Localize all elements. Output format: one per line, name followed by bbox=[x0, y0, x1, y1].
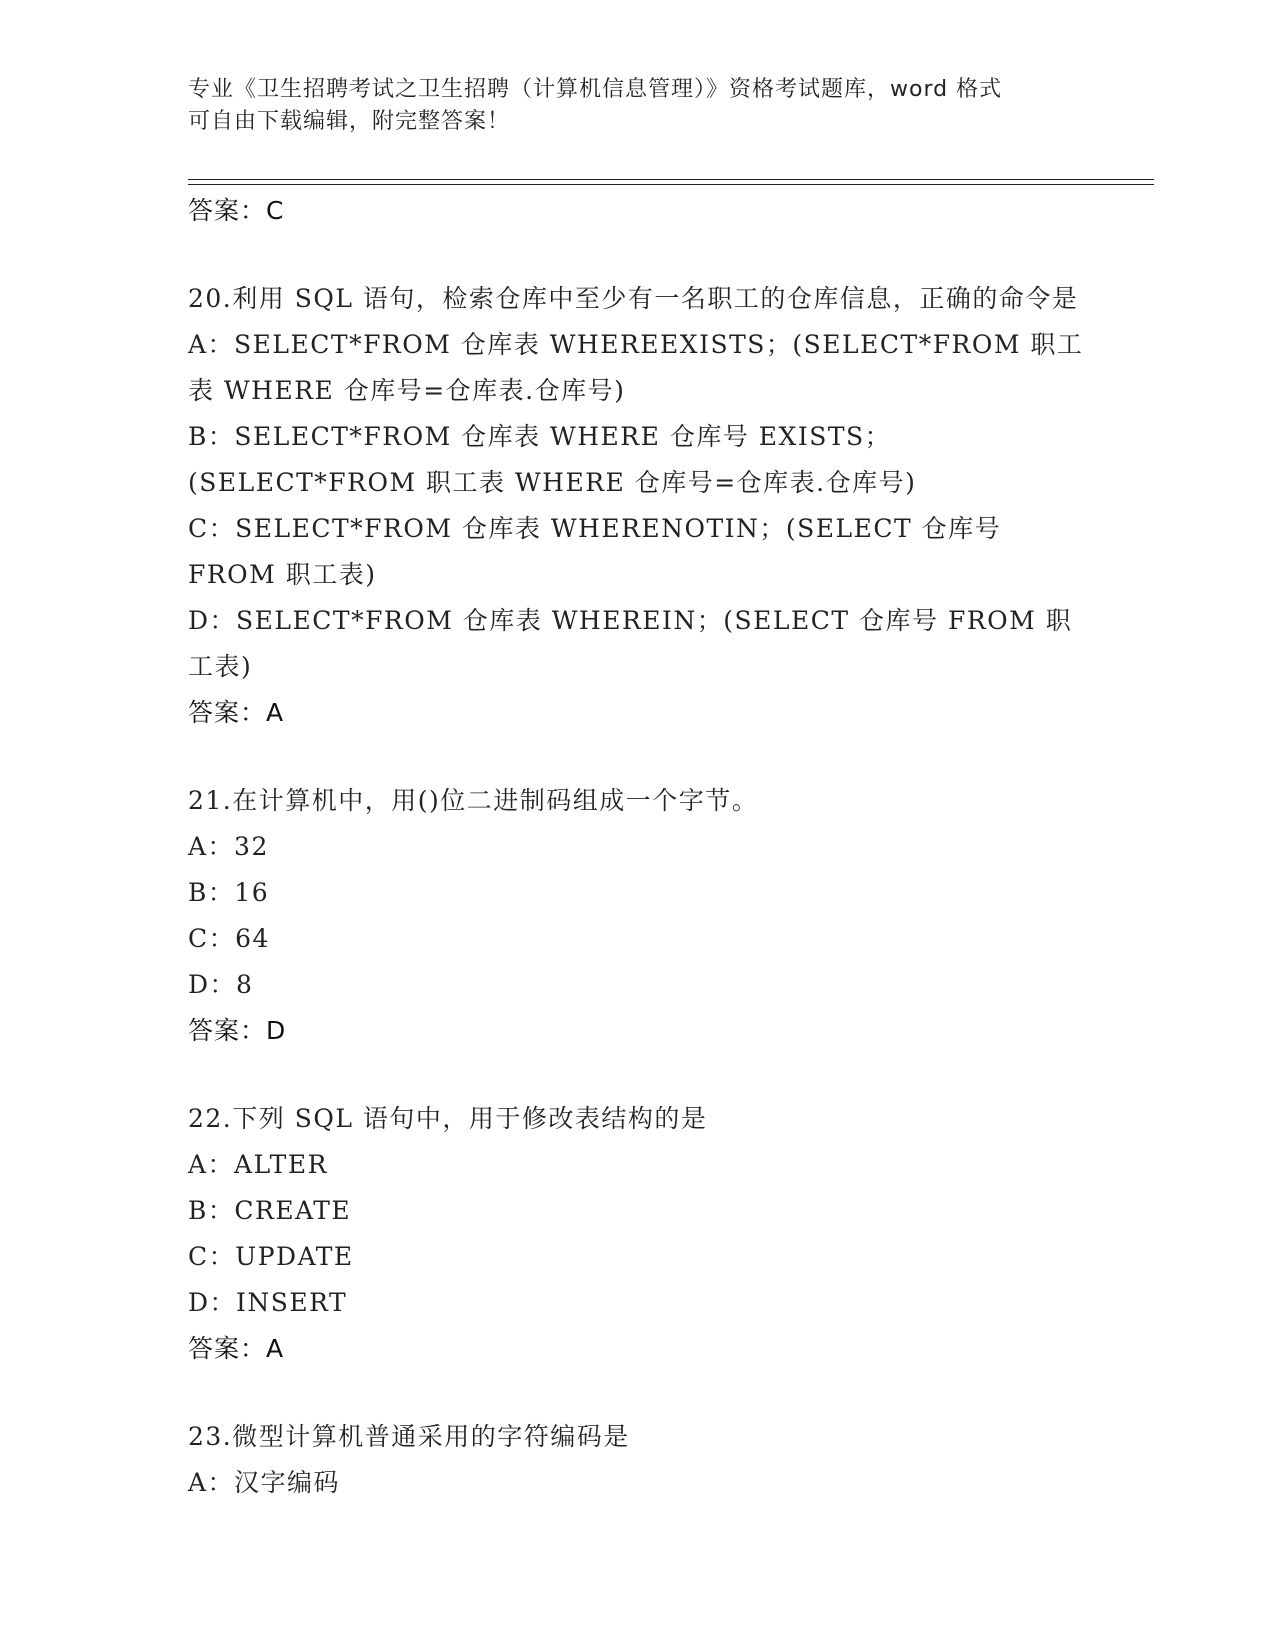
spacer bbox=[188, 736, 1088, 778]
question-20 bbox=[188, 276, 1088, 736]
question-list bbox=[188, 188, 1088, 1506]
question-21 bbox=[188, 778, 1088, 1054]
option-d: D：INSERT bbox=[188, 1288, 348, 1317]
option-a: A：汉字编码 bbox=[188, 1468, 341, 1497]
header-line-2: 可自由下载编辑，附完整答案！ bbox=[188, 109, 511, 134]
question-22 bbox=[188, 1096, 1088, 1372]
option-d: D：SELECT*FROM 仓库表 WHEREIN；(SELECT 仓库号 FROM 职工表) bbox=[188, 606, 1073, 681]
option-b: B：SELECT*FROM 仓库表 WHERE 仓库号 EXISTS；(SELECT*FROM 职工表 WHERE 仓库号=仓库表.仓库号) bbox=[188, 422, 917, 497]
spacer bbox=[188, 234, 1088, 276]
previous-answer: 答案：C bbox=[188, 196, 285, 225]
answer: 答案：A bbox=[188, 698, 285, 727]
question-stem: 20.利用 SQL 语句，检索仓库中至少有一名职工的仓库信息，正确的命令是 bbox=[188, 284, 1079, 313]
answer: 答案：A bbox=[188, 1334, 285, 1363]
option-a: A：ALTER bbox=[188, 1150, 328, 1179]
header-divider-top bbox=[188, 179, 1154, 180]
spacer bbox=[188, 1372, 1088, 1414]
question-23 bbox=[188, 1414, 1088, 1506]
question-stem: 21.在计算机中，用()位二进制码组成一个字节。 bbox=[188, 786, 759, 815]
option-d: D：8 bbox=[188, 970, 254, 999]
question-stem: 22.下列 SQL 语句中，用于修改表结构的是 bbox=[188, 1104, 708, 1133]
option-c: C：64 bbox=[188, 924, 270, 953]
option-b: B：16 bbox=[188, 878, 270, 907]
document-header bbox=[188, 74, 1068, 138]
option-a: A：SELECT*FROM 仓库表 WHEREEXISTS；(SELECT*FROM 职工表 WHERE 仓库号=仓库表.仓库号) bbox=[188, 330, 1084, 405]
option-a: A：32 bbox=[188, 832, 269, 861]
header-divider-bottom bbox=[188, 184, 1154, 185]
option-b: B：CREATE bbox=[188, 1196, 352, 1225]
answer: 答案：D bbox=[188, 1016, 287, 1045]
header-line-1: 专业《卫生招聘考试之卫生招聘（计算机信息管理）》资格考试题库，word 格式 bbox=[188, 77, 1003, 102]
option-c: C：UPDATE bbox=[188, 1242, 354, 1271]
option-c: C：SELECT*FROM 仓库表 WHERENOTIN；(SELECT 仓库号 FROM 职工表) bbox=[188, 514, 1002, 589]
question-stem: 23.微型计算机普通采用的字符编码是 bbox=[188, 1422, 630, 1451]
spacer bbox=[188, 1054, 1088, 1096]
